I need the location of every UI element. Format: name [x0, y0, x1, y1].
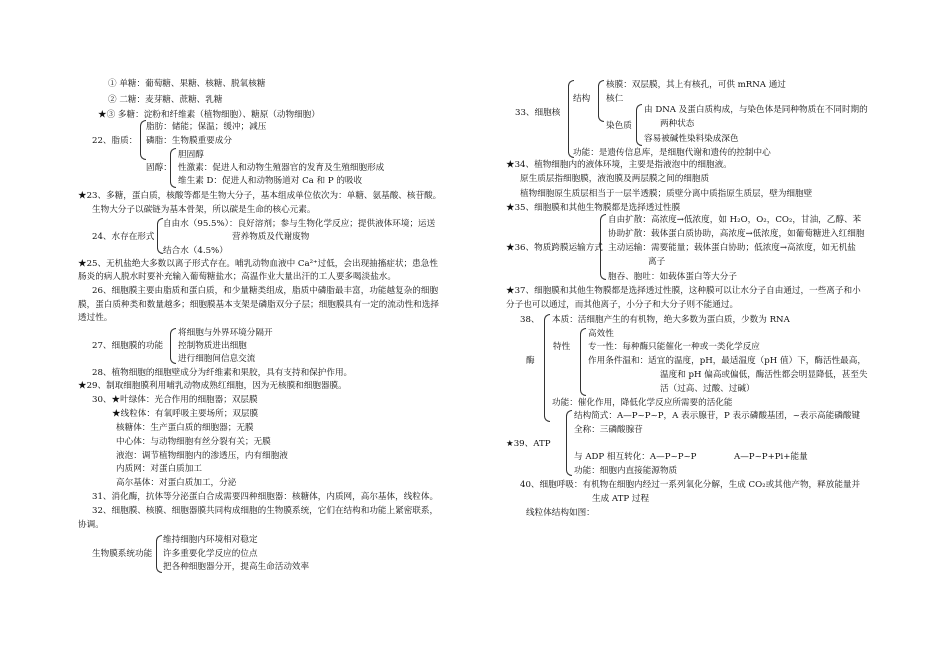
atp-heading: ★39、ATP [506, 439, 551, 449]
transport-heading: ★36、物质跨膜运输方式 [506, 243, 603, 253]
semipermeable-line: 植物细胞原生质层相当于一层半透膜；质壁分离中质指原生质层，壁为细胞壁 [520, 189, 813, 199]
item-31-line: 31、消化酶，抗体等分泌蛋白合成需要四种细胞器：核糖体，内质网，高尔基体，线粒体。 [92, 492, 439, 502]
item-40-line2: 生成 ATP 过程 [592, 494, 650, 504]
vitamin-d-line: 维生素 D：促进人和动物肠道对 Ca 和 P 的吸收 [178, 176, 363, 186]
item-25-line2: 肠炎的病人脱水时要补充输入葡萄糖盐水；高温作业大量出汗的工人要多喝淡盐水。 [78, 272, 396, 282]
chloroplast-line: 30、★叶绿体：光合作用的细胞器；双层膜 [92, 395, 258, 405]
item-28-line: 28、植物细胞的细胞壁成分为纤维素和果胶，具有支持和保护作用。 [92, 368, 353, 378]
membrane-function-brace [170, 328, 176, 364]
chromatin-line1: 由 DNA 及蛋白质构成，与染色体是同种物质在不同时期的 [644, 105, 868, 115]
mild-condition-line3: 活（过高、过酸、过碱） [660, 384, 755, 394]
nuclear-envelope-line: 核膜：双层膜，其上有核孔，可供 mRNA 通过 [606, 80, 786, 90]
membrane-function-1: 将细胞与外界环境分隔开 [178, 328, 273, 338]
free-water-line2: 营养物质及代谢废物 [232, 232, 310, 242]
er-line: 内质网：对蛋白质加工 [116, 464, 202, 474]
nucleolus-line: 核仁 [606, 94, 624, 104]
item-32-line2: 协调。 [78, 520, 104, 530]
atp-conversion-product: A—P~P+Pi+能量 [734, 452, 808, 462]
biomembrane-function-2: 许多重要化学反应的位点 [163, 549, 258, 559]
monosaccharide-line: ① 单糖：葡萄糖、果糖、核糖、脱氧核糖 [108, 79, 266, 89]
chromatin-line3: 容易被碱性染料染成深色 [644, 134, 739, 144]
cholesterol-line: 胆固醇 [178, 150, 204, 160]
item-34-line: ★34、植物细胞内的液体环境，主要是指液泡中的细胞液。 [506, 160, 732, 170]
chromatin-line2: 两种状态 [660, 119, 695, 129]
efficiency-line: 高效性 [588, 329, 614, 339]
biomembrane-function-3: 把各种细胞器分开，提高生命活动效率 [163, 562, 310, 572]
mild-condition-line1: 作用条件温和：适宜的温度，pH，最适温度（pH 值）下，酶活性最高， [588, 356, 866, 366]
chromatin-label: 染色质 [606, 121, 632, 131]
item-23-line1: ★23、多糖，蛋白质，核酸等都是生物大分子，基本组成单位依次为：单糖、氨基酸、核苷酸。 [78, 191, 442, 201]
specificity-line: 专一性：每种酶只能催化一种或一类化学反应 [588, 342, 760, 352]
atp-brace [566, 410, 572, 476]
item-29-line: ★29、制取细胞膜利用哺乳动物成熟红细胞，因为无核膜和细胞器膜。 [78, 381, 347, 391]
active-transport-line2: 离子 [648, 257, 666, 267]
enzyme-label: 酶 [526, 356, 535, 366]
chromatin-brace [636, 104, 642, 146]
atp-fullname-line: 全称：三磷酸腺苷 [574, 425, 643, 435]
phospholipid-line: 磷脂：生物膜重要成分 [146, 136, 232, 146]
biomembrane-function-1: 维持细胞内环境相对稳定 [163, 535, 258, 545]
disaccharide-line: ② 二糖：麦芽糖、蔗糖、乳糖 [108, 95, 223, 105]
item-40-line1: 40、细胞呼吸：有机物在细胞内经过一系列氧化分解，生成 CO₂或其他产物，释放能量并 [520, 480, 861, 490]
mitochondria-figure-caption: 线粒体结构如图： [526, 508, 595, 518]
biomembrane-brace [156, 535, 162, 573]
item-25-line1: ★25、无机盐绝大多数以离子形式存在。哺乳动物血液中 Ca²⁺过低，会出现抽搐症状；患急性 [78, 259, 438, 269]
golgi-line: 高尔基体：对蛋白质加工，分泌 [116, 478, 237, 488]
membrane-function-2: 控制物质进出细胞 [178, 341, 247, 351]
lipid-heading: 22、脂质： [92, 136, 138, 146]
ribosome-line: 核糖体：生产蛋白质的细胞器；无膜 [116, 423, 254, 433]
item-32-line1: 32、细胞膜、核膜、细胞器膜共同构成细胞的生物膜系统，它们在结构和功能上紧密联系， [92, 506, 439, 516]
nucleus-structure-brace [598, 80, 604, 122]
biomembrane-heading: 生物膜系统功能 [92, 549, 153, 559]
enzyme-property-brace [580, 328, 586, 396]
sterol-label: 固醇： [146, 163, 172, 173]
endocytosis-line: 胞吞、胞吐：如载体蛋白等大分子 [608, 272, 737, 282]
mitochondria-line: ★线粒体：有氧呼吸主要场所；双层膜 [112, 409, 259, 419]
nucleus-function-line: 功能：是遗传信息库，是细胞代谢和遗传的控制中心 [573, 148, 771, 158]
item-26-line3: 透过性。 [78, 313, 113, 323]
property-label: 特性 [553, 342, 571, 352]
simple-diffusion-line: 自由扩散：高浓度→低浓度，如 H₂O，O₂，CO₂，甘油，乙醇、苯 [608, 215, 862, 225]
item-37-line2: 分子也可以通过，而其他离子，小分子和大分子则不能通过。 [506, 300, 739, 310]
protoplast-line: 原生质层指细胞膜，液泡膜及两层膜之间的细胞质 [520, 174, 710, 184]
atp-function-line: 功能：细胞内直接能源物质 [574, 466, 678, 476]
atp-formula-line: 结构简式：A—P~P~P，A 表示腺苷，P 表示磷酸基团，~表示高能磷酸键 [574, 411, 861, 421]
structure-label: 结构 [573, 94, 591, 104]
item-26-line2: 膜，蛋白质种类和数量越多；细胞膜基本支架是磷脂双分子层；细胞膜具有一定的流动性和选择 [78, 300, 439, 310]
item-26-line1: 26、细胞膜主要由脂质和蛋白质，和少量糖类组成，脂质中磷脂最丰富，功能越复杂的细胞 [92, 286, 439, 296]
enzyme-essence-line: 本质：活细胞产生的有机物，绝大多数为蛋白质，少数为 RNA [552, 315, 790, 325]
enzyme-brace [544, 314, 550, 422]
mild-condition-line2: 温度和 pH 偏高或偏低，酶活性都会明显降低，甚至失 [660, 370, 868, 380]
free-water-line: 自由水（95.5%）：良好溶剂；参与生物化学反应；提供液体环境；运送 [163, 219, 436, 229]
polysaccharide-line: ★③ 多糖：淀粉和纤维素（植物细胞）、糖原（动物细胞） [98, 110, 320, 120]
nucleus-heading: 33、细胞核 [515, 108, 561, 118]
facilitated-diffusion-line: 协助扩散：载体蛋白质协助，高浓度→低浓度，如葡萄糖进入红细胞 [608, 229, 865, 239]
item-23-line2: 生物大分子以碳链为基本骨架，所以碳是生命的核心元素。 [92, 205, 316, 215]
bound-water-line: 结合水（4.5%） [163, 246, 228, 256]
atp-conversion-line: 与 ADP 相互转化：A—P~P~P [574, 452, 697, 462]
water-heading: 24、水存在形式 [92, 232, 155, 242]
item-35-line: ★35、细胞膜和其他生物膜都是选择透过性膜 [506, 203, 681, 213]
item-37-line1: ★37、细胞膜和其他生物膜都是选择透过性膜，这种膜可以让水分子自由通过，一些离子和小 [506, 286, 861, 296]
item-38-number: 38、 [520, 315, 540, 325]
sex-hormone-line: 性激素：促进人和动物生殖器官的发育及生殖细胞形成 [178, 163, 385, 173]
fat-line: 脂肪：储能；保温；缓冲；减压 [146, 122, 267, 132]
active-transport-line: 主动运输：需要能量；载体蛋白协助；低浓度→高浓度，如无机盐 [608, 243, 856, 253]
membrane-function-3: 进行细胞间信息交流 [178, 354, 256, 364]
nucleus-brace [568, 80, 574, 158]
vacuole-line: 液泡：调节植物细胞内的渗透压，内有细胞液 [116, 451, 288, 461]
enzyme-function-line: 功能：催化作用，降低化学反应所需要的活化能 [552, 398, 733, 408]
membrane-function-heading: 27、细胞膜的功能 [92, 341, 164, 351]
centrosome-line: 中心体：与动物细胞有丝分裂有关；无膜 [116, 437, 271, 447]
